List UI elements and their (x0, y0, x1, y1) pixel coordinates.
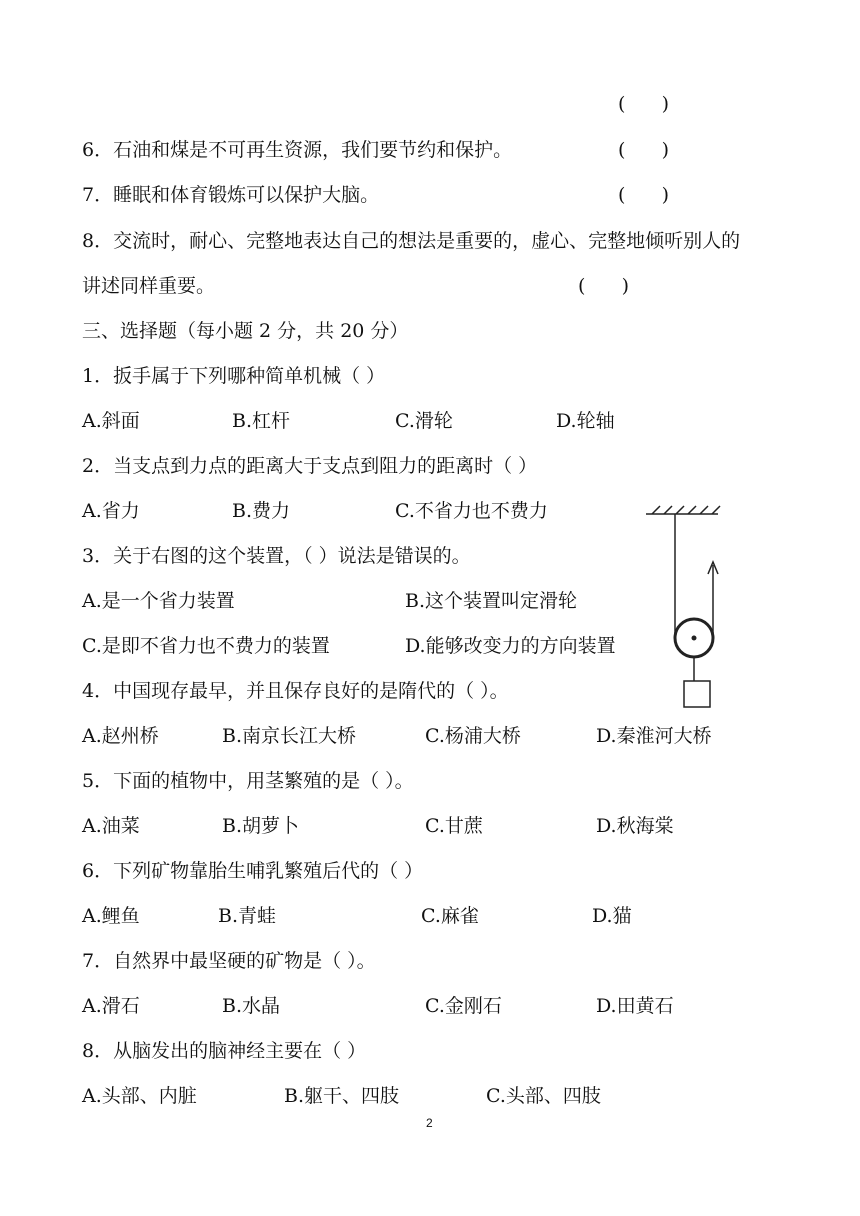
option-1-a[interactable]: A.斜面 (82, 410, 140, 432)
option-7-d[interactable]: D.田黄石 (596, 995, 674, 1017)
answer-blank-6[interactable]: ( ) (618, 139, 670, 161)
option-1-c[interactable]: C.滑轮 (395, 410, 453, 432)
ceiling (646, 506, 720, 514)
option-7-a[interactable]: A.滑石 (82, 995, 140, 1017)
answer-blank-prev[interactable]: ( ) (618, 93, 670, 115)
option-4-b[interactable]: B.南京长江大桥 (222, 725, 357, 747)
option-8-b[interactable]: B.躯干、四肢 (284, 1085, 400, 1107)
question-stem-5: 5．下面的植物中，用茎繁殖的是（ ）。 (82, 770, 414, 792)
question-stem-1: 1．扳手属于下列哪种简单机械（ ） (82, 365, 386, 387)
option-6-a[interactable]: A.鲤鱼 (82, 905, 140, 927)
question-stem-6: 6．下列矿物靠胎生哺乳繁殖后代的（ ） (82, 860, 424, 882)
load-block (684, 681, 710, 707)
option-1-b[interactable]: B.杠杆 (232, 410, 291, 432)
judgement-item-8: 8．交流时，耐心、完整地表达自己的想法是重要的，虚心、完整地倾听别人的 (82, 230, 741, 252)
option-6-c[interactable]: C.麻雀 (421, 905, 479, 927)
option-4-c[interactable]: C.杨浦大桥 (425, 725, 521, 747)
option-8-c[interactable]: C.头部、四肢 (486, 1085, 601, 1107)
judgement-item-8-cont: 讲述同样重要。 (82, 275, 216, 297)
option-2-b[interactable]: B.费力 (232, 500, 291, 522)
judgement-item-6: 6．石油和煤是不可再生资源，我们要节约和保护。 (82, 139, 513, 161)
page-number: 2 (426, 1116, 433, 1130)
option-2-c[interactable]: C.不省力也不费力 (395, 500, 548, 522)
option-5-c[interactable]: C.甘蔗 (425, 815, 483, 837)
question-stem-3: 3．关于右图的这个装置，（ ）说法是错误的。 (82, 545, 471, 567)
option-4-a[interactable]: A.赵州桥 (82, 725, 159, 747)
question-stem-4: 4．中国现存最早，并且保存良好的是隋代的（ ）。 (82, 680, 509, 702)
question-stem-7: 7．自然界中最坚硬的矿物是（ ）。 (82, 950, 376, 972)
option-6-d[interactable]: D.猫 (592, 905, 632, 927)
fixed-pulley-diagram (640, 500, 730, 715)
option-1-d[interactable]: D.轮轴 (556, 410, 615, 432)
option-5-b[interactable]: B.胡萝卜 (222, 815, 300, 837)
pulley-axle (692, 636, 697, 641)
answer-blank-8[interactable]: ( ) (578, 275, 630, 297)
option-3-b[interactable]: B.这个装置叫定滑轮 (405, 590, 578, 612)
option-7-b[interactable]: B.水晶 (222, 995, 281, 1017)
question-stem-8: 8．从脑发出的脑神经主要在（ ） (82, 1040, 367, 1062)
option-5-d[interactable]: D.秋海棠 (596, 815, 674, 837)
option-3-c[interactable]: C.是即不省力也不费力的装置 (82, 635, 330, 657)
answer-blank-7[interactable]: ( ) (618, 184, 670, 206)
question-stem-2: 2．当支点到力点的距离大于支点到阻力的距离时（ ） (82, 455, 538, 477)
option-3-d[interactable]: D.能够改变力的方向装置 (405, 635, 616, 657)
option-2-a[interactable]: A.省力 (82, 500, 140, 522)
option-6-b[interactable]: B.青蛙 (218, 905, 277, 927)
section-title: 三、选择题（每小题 2 分，共 20 分） (82, 320, 409, 342)
option-8-a[interactable]: A.头部、内脏 (82, 1085, 197, 1107)
judgement-item-7: 7．睡眠和体育锻炼可以保护大脑。 (82, 184, 380, 206)
option-4-d[interactable]: D.秦淮河大桥 (596, 725, 712, 747)
option-5-a[interactable]: A.油菜 (82, 815, 140, 837)
option-3-a[interactable]: A.是一个省力装置 (82, 590, 235, 612)
option-7-c[interactable]: C.金刚石 (425, 995, 502, 1017)
